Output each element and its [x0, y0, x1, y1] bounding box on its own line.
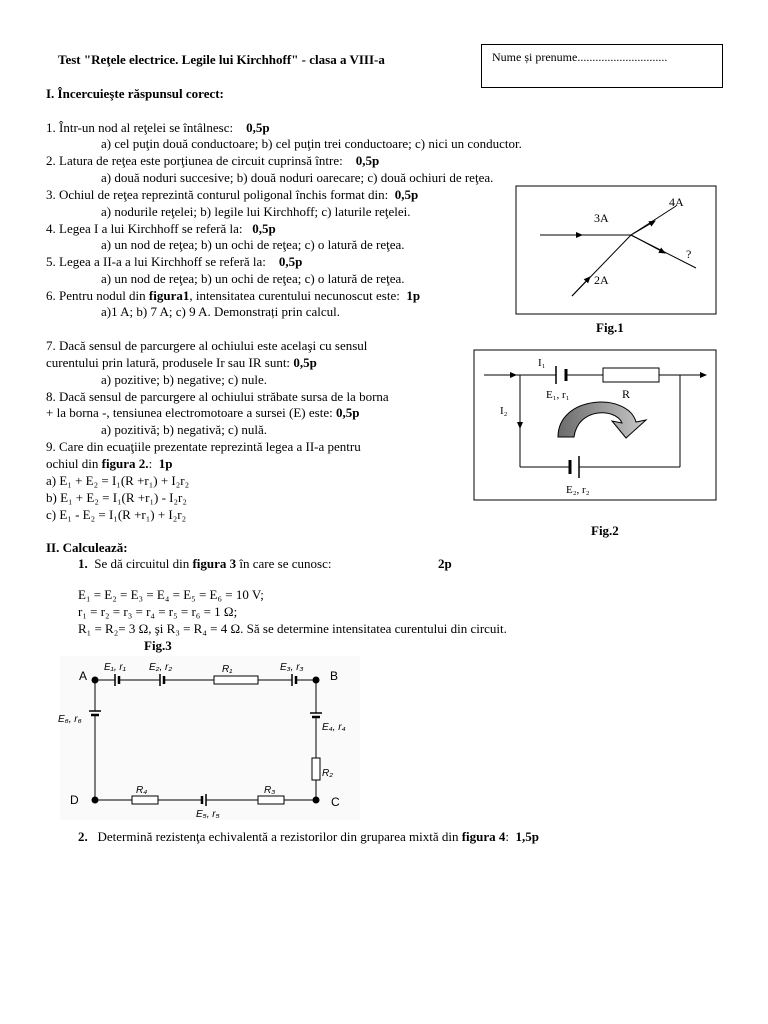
question-8-line2: + la borna -, tensiunea electromotoare a sursei (E) este: 0,5p — [46, 405, 360, 420]
fig3-label-e6r6: E₆, r₆ — [58, 714, 82, 725]
fig3-node-b — [313, 677, 320, 684]
fig3-label-r1: R₁ — [222, 664, 233, 675]
question-4-options: a) un nod de reţea; b) un ochi de reţea; c) o latură de reţea. — [101, 237, 405, 252]
question-5-options: a) un nod de reţea; b) un ochi de reţea; c) o latură de reţea. — [101, 271, 405, 286]
fig3-label-b: B — [330, 669, 339, 683]
fig3-label-e3r3: E₃, r₃ — [280, 662, 304, 673]
test-title: Test "Reţele electrice. Legile lui Kirchhoff" - clasa a VIII-a — [58, 52, 385, 67]
fig3-label-e5r5: E₅, r₅ — [196, 809, 220, 820]
question-6: 6. Pentru nodul din figura1, intensitatea curentului necunoscut este: 1p — [46, 288, 421, 303]
question-5: 5. Legea a II-a a lui Kirchhoff se referă la: 0,5p — [46, 254, 303, 269]
question-1: 1. Într-un nod al reţelei se întâlnesc: 0,5p — [46, 120, 270, 135]
fig3-resistor-r3 — [258, 796, 284, 804]
fig2-label-e1r1: E₁, r₁ — [546, 389, 570, 401]
name-field-label: Nume și prenume.............................. — [492, 50, 668, 64]
fig3-label-c: C — [331, 795, 340, 809]
fig1-label-2a: 2A — [594, 273, 609, 287]
fig3-label-a: A — [79, 669, 88, 683]
fig1-label-3a: 3A — [594, 211, 609, 225]
fig1-label-unknown: ? — [686, 247, 692, 261]
question-9-option-a: a) E₁ + E₂ = I₁(R +r₁) + I₂r₂ — [46, 473, 190, 488]
fig2-label-r: R — [622, 387, 631, 401]
fig3-resistor-r1 — [214, 676, 258, 684]
question-9-option-b: b) E₁ + E₂ = I₁(R +r₁) - I₂r₂ — [46, 490, 187, 505]
question-7-line1: 7. Dacă sensul de parcurgere al ochiului este acelaşi cu sensul — [46, 338, 368, 353]
question-7-options: a) pozitive; b) negative; c) nule. — [101, 372, 268, 387]
fig3-node-a — [92, 677, 99, 684]
question-8-line1: 8. Dacă sensul de parcurgere al ochiului străbate sursa de la borna — [46, 389, 389, 404]
question-2: 2. Latura de reţea este porţiunea de circuit cuprinsă între: 0,5p — [46, 153, 380, 168]
question-9-line1: 9. Care din ecuaţiile prezentate reprezintă legea a II-a pentru — [46, 439, 361, 454]
fig2-caption: Fig.2 — [591, 523, 619, 538]
question-1-options: a) cel puţin două conductoare; b) cel puţin trei conductoare; c) nici un conductor. — [101, 136, 522, 151]
fig1-caption: Fig.1 — [596, 320, 624, 335]
fig3-caption: Fig.3 — [144, 638, 172, 653]
question-3-options: a) nodurile reţelei; b) legile lui Kirchhoff; c) laturile reţelei. — [101, 204, 411, 219]
fig3-label-r4: R₄ — [136, 785, 148, 796]
equation-r-resistors: R₁ = R₂= 3 Ω, şi R₃ = R₄ = 4 Ω. Să se determine intensitatea curentului din circuit. — [78, 621, 507, 636]
equation-r-internal: r₁ = r₂ = r₃ = r₄ = r₅ = r₆ = 1 Ω; — [78, 604, 238, 619]
problem-1: 1. Se dă circuitul din figura 3 în care se cunosc: — [78, 556, 332, 571]
fig3-node-d — [92, 797, 99, 804]
section2-heading: II. Calculează: — [46, 540, 128, 555]
question-8-options: a) pozitivă; b) negativă; c) nulă. — [101, 422, 268, 437]
fig3-label-d: D — [70, 793, 79, 807]
fig2-label-e2r2: E₂, r₂ — [566, 484, 590, 496]
fig3-label-e1r1: E₁, r₁ — [104, 662, 126, 673]
fig3-label-r2: R₂ — [322, 768, 334, 779]
fig2-label-i1: I₁ — [538, 357, 546, 369]
fig3-label-r3: R₃ — [264, 785, 276, 796]
fig2-label-i2: I₂ — [500, 405, 508, 417]
fig3-label-e4r4: E₄, r₄ — [322, 722, 346, 733]
question-7-line2: curentului prin latură, produsele Ir sau IR sunt: 0,5p — [46, 355, 317, 370]
question-4: 4. Legea I a lui Kirchhoff se referă la: 0,5p — [46, 221, 276, 236]
fig3-node-c — [313, 797, 320, 804]
fig3-resistor-r2 — [312, 758, 320, 780]
fig3-label-e2r2: E₂, r₂ — [149, 662, 173, 673]
question-9-line2: ochiul din figura 2.: 1p — [46, 456, 173, 471]
fig1-label-4a: 4A — [669, 195, 684, 209]
question-3: 3. Ochiul de reţea reprezintă conturul poligonal închis format din: 0,5p — [46, 187, 419, 202]
section1-heading: I. Încercuieşte răspunsul corect: — [46, 86, 224, 101]
question-9-option-c: c) E₁ - E₂ = I₁(R +r₁) + I₂r₂ — [46, 507, 187, 522]
problem-1-points: 2p — [438, 556, 452, 571]
fig3-resistor-r4 — [132, 796, 158, 804]
equation-e: E₁ = E₂ = E₃ = E₄ = E₅ = E₆ = 10 V; — [78, 587, 264, 602]
question-6-options: a)1 A; b) 7 A; c) 9 A. Demonstrați prin calcul. — [101, 304, 341, 319]
problem-2: 2. Determină rezistenţa echivalentă a rezistorilor din gruparea mixtă din figura 4: 1,5p — [78, 829, 540, 844]
question-2-options: a) două noduri succesive; b) două noduri oarecare; c) două ochiuri de reţea. — [101, 170, 494, 185]
